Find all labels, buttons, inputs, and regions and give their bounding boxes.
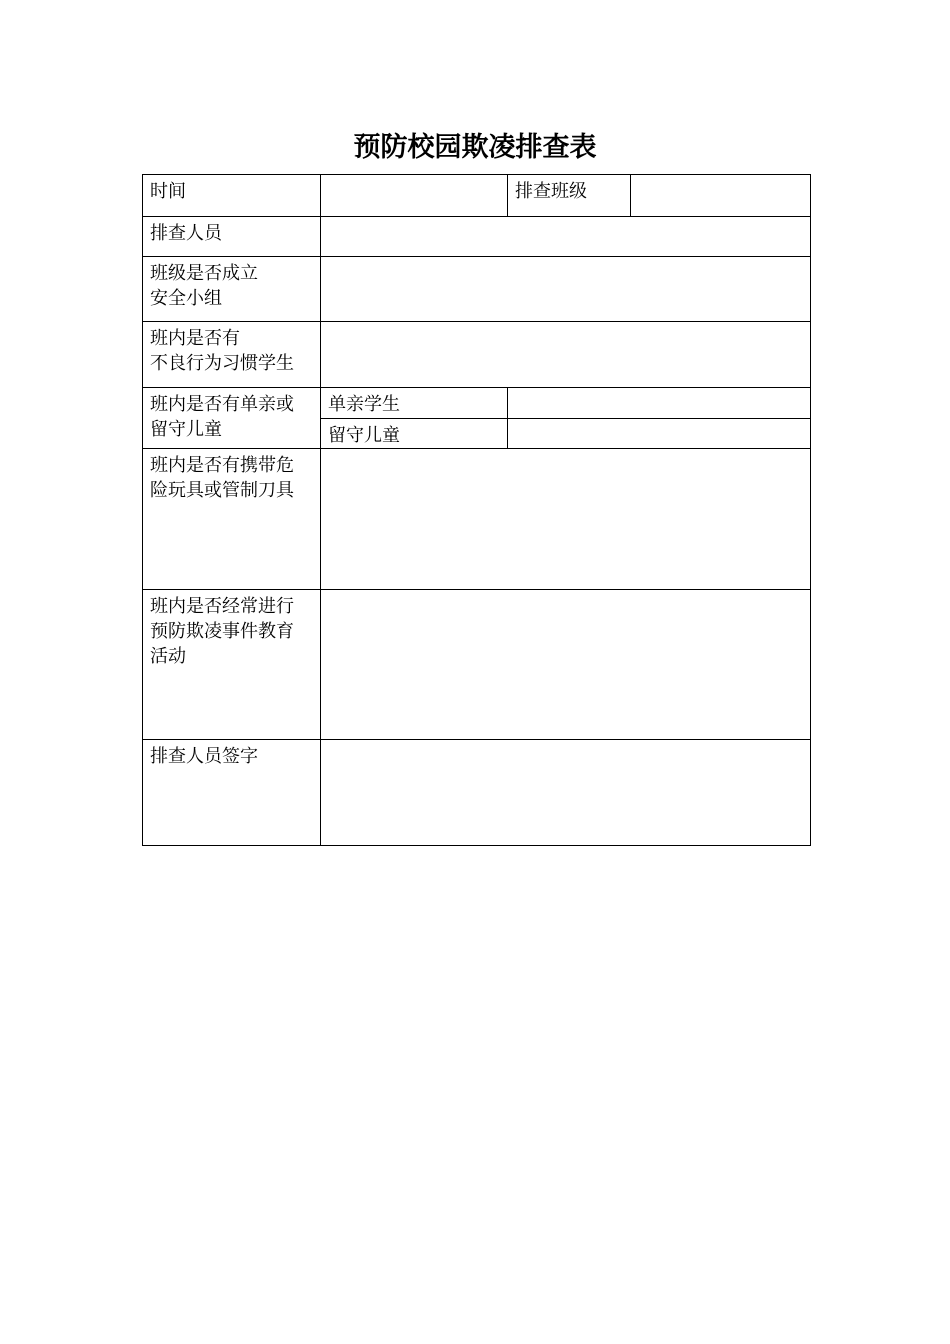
single-left-label: 班内是否有单亲或 留守儿童	[143, 388, 321, 449]
education-field[interactable]	[321, 590, 811, 740]
safety-group-label: 班级是否成立 安全小组	[143, 257, 321, 322]
class-field[interactable]	[631, 175, 811, 217]
single-parent-label: 单亲学生	[321, 388, 508, 419]
bad-habits-label: 班内是否有 不良行为习惯学生	[143, 322, 321, 388]
inspector-field[interactable]	[321, 217, 811, 257]
time-label: 时间	[143, 175, 321, 217]
inspection-form-table	[142, 174, 811, 846]
dangerous-items-label: 班内是否有携带危 险玩具或管制刀具	[143, 449, 321, 590]
left-behind-field[interactable]	[508, 419, 811, 449]
row-signature	[143, 740, 811, 846]
left-behind-label: 留守儿童	[321, 419, 508, 449]
page-title: 预防校园欺凌排查表	[353, 132, 597, 163]
inspector-label: 排查人员	[143, 217, 321, 257]
time-field[interactable]	[321, 175, 508, 217]
row-time-class	[143, 175, 811, 217]
row-inspector	[143, 217, 811, 257]
signature-label: 排查人员签字	[143, 740, 321, 846]
signature-field[interactable]	[321, 740, 811, 846]
row-dangerous-items	[143, 449, 811, 590]
single-parent-field[interactable]	[508, 388, 811, 419]
bad-habits-field[interactable]	[321, 322, 811, 388]
row-safety-group	[143, 257, 811, 322]
safety-group-field[interactable]	[321, 257, 811, 322]
row-education	[143, 590, 811, 740]
education-label: 班内是否经常进行 预防欺凌事件教育 活动	[143, 590, 321, 740]
row-single-parent	[143, 388, 811, 419]
row-bad-habits	[143, 322, 811, 388]
dangerous-items-field[interactable]	[321, 449, 811, 590]
class-label: 排查班级	[508, 175, 631, 217]
